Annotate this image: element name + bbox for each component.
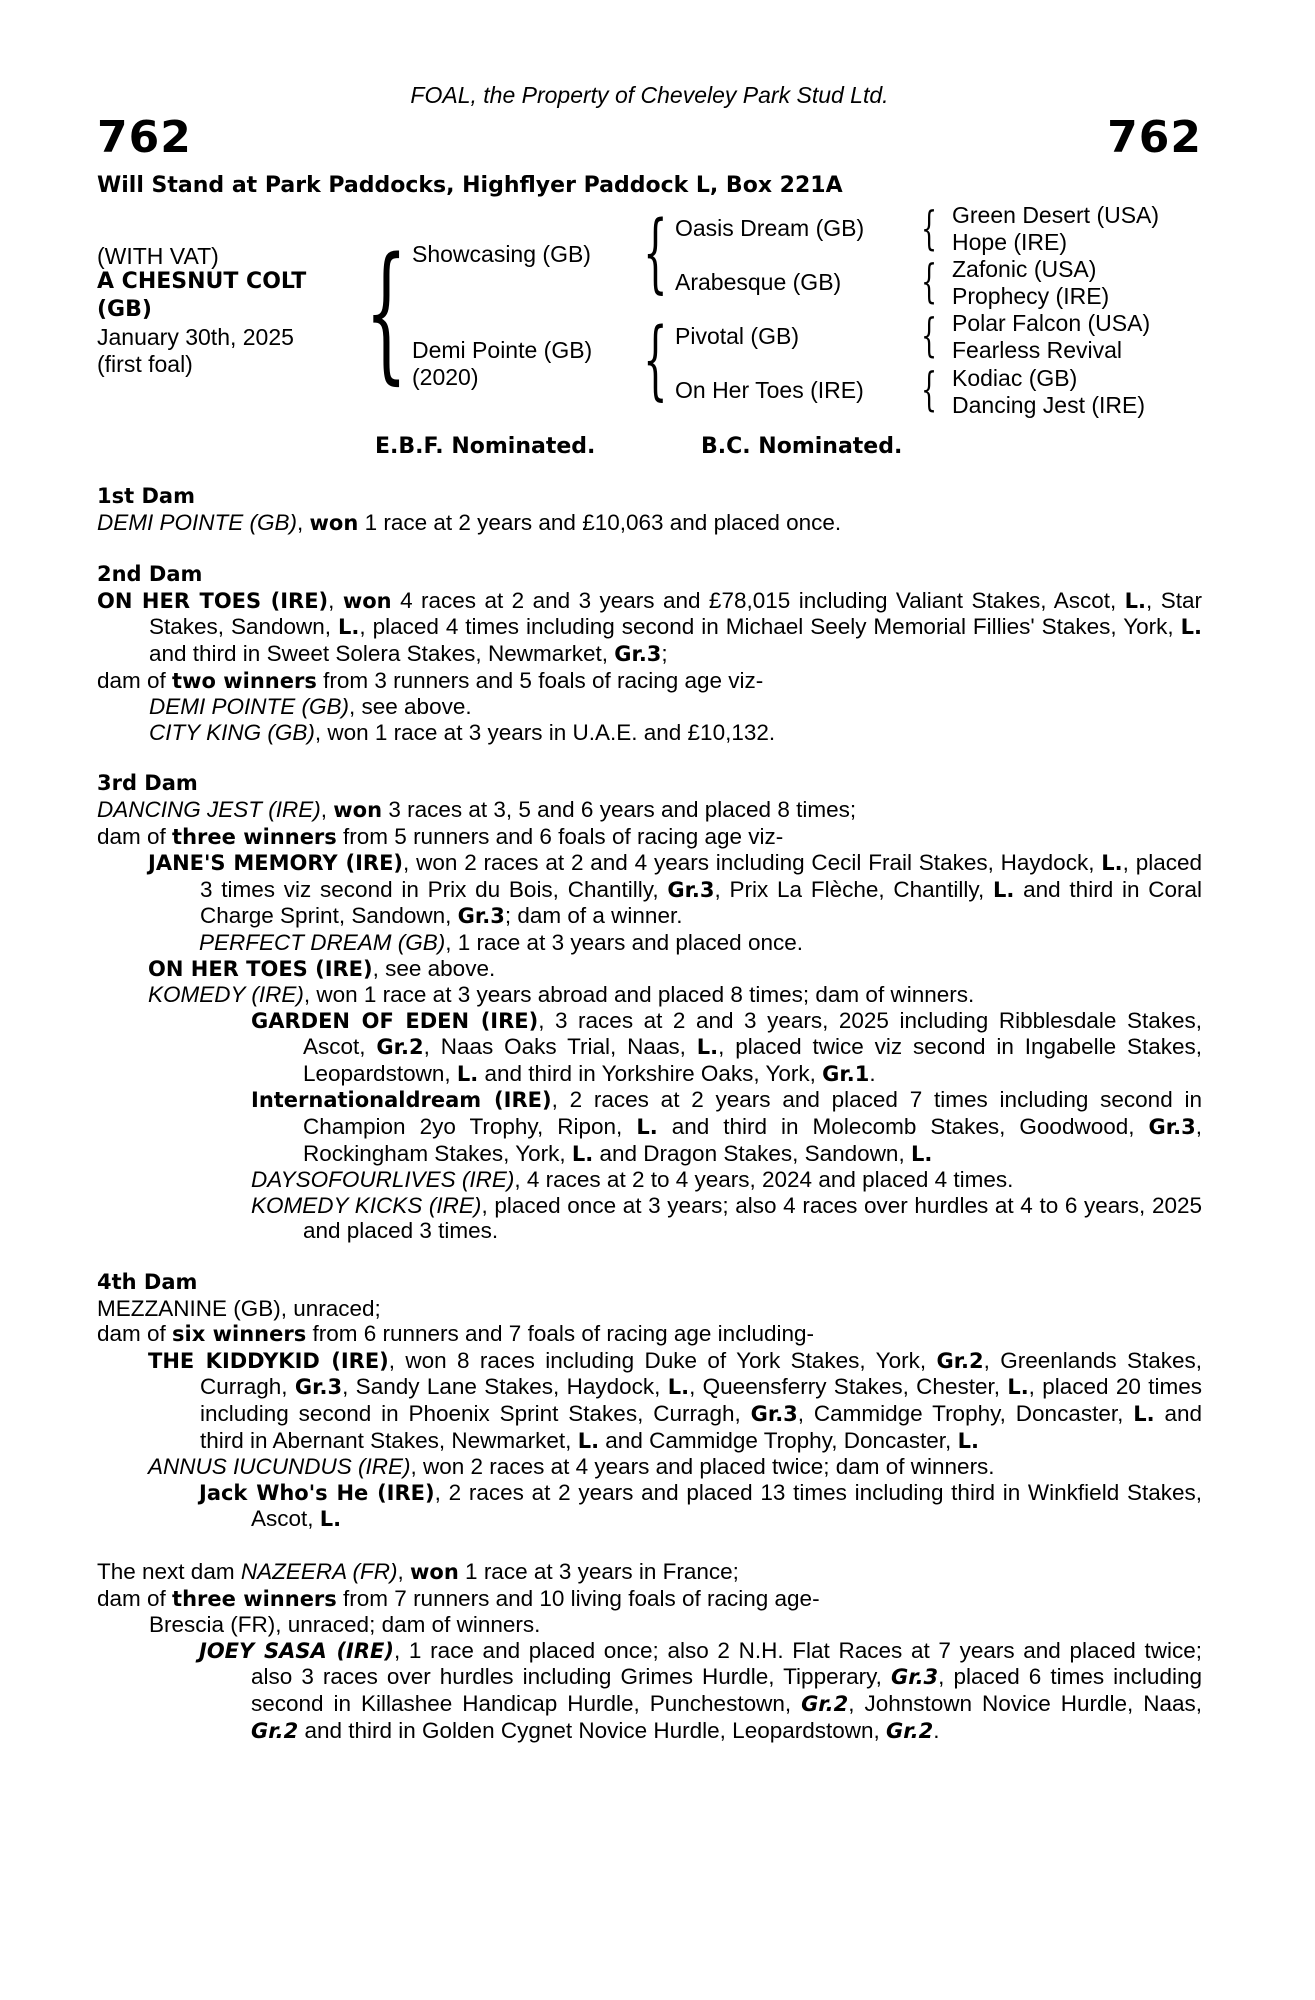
brace-dam-line: { xyxy=(643,310,668,410)
fourth-dam-section xyxy=(97,1270,1202,1533)
grandchild-internationaldream: Internationaldream (IRE), 2 races at 2 years and placed 7 times including second in Champion 2yo Trophy, Ripon, L. and third in Molecomb Stakes, Goodwood, Gr.3, Rockingham Stakes, York, L. and Dragon Stakes, Sandown, L. xyxy=(251,1087,1202,1166)
child-annus-iucundus: ANNUS IUCUNDUS (IRE), won 2 races at 4 years and placed twice; dam of winners. xyxy=(148,1454,995,1480)
grandchild-daysofourlives: DAYSOFOURLIVES (IRE), 4 races at 2 to 4 years, 2024 and placed 4 times. xyxy=(251,1167,1014,1193)
vat-note: (WITH VAT) xyxy=(97,243,219,269)
pedigree-g3-4: Prophecy (IRE) xyxy=(952,283,1110,309)
brace-g2: { xyxy=(921,254,938,308)
third-dam-child-janes-memory: JANE'S MEMORY (IRE), won 2 races at 2 and 4 years including Cecil Frail Stakes, Haydock, L., placed 3 times viz second in Prix du Bois, Chantilly, Gr.3, Prix La Flèche, Chantilly, L. and third in Coral Charge Sprint, Sandown, Gr.3; dam of a winner. xyxy=(148,850,1202,929)
fourth-dam-record: MEZZANINE (GB), unraced; xyxy=(97,1295,381,1321)
subject-name-line2: (GB) xyxy=(97,297,152,322)
lot-number-right: 762 xyxy=(1107,112,1202,163)
child-the-kiddykid: THE KIDDYKID (IRE), won 8 races including Duke of York Stakes, York, Gr.2, Greenlands Stakes, Curragh, Gr.3, Sandy Lane Stakes, Haydock, L., Queensferry Stakes, Chester, L., placed 20 times including second in Phoenix Sprint Stakes, Curragh, Gr.3, Cammidge Trophy, Doncaster, L. and third in Abernant Stakes, Newmarket, L. and Cammidge Trophy, Doncaster, L. xyxy=(148,1347,1203,1453)
grandchild-jack-whos-he: Jack Who's He (IRE), 2 races at 2 years and placed 13 times including third in Winkfield Stakes, Ascot, L. xyxy=(199,1479,1202,1532)
pedigree-g3-1: Green Desert (USA) xyxy=(952,202,1160,228)
third-dam-child-on-her-toes: ON HER TOES (IRE), see above. xyxy=(148,955,496,981)
first-dam-heading: 1st Dam xyxy=(97,484,195,508)
second-dam-heading: 2nd Dam xyxy=(97,562,203,587)
first-dam-line: DEMI POINTE (GB), won 1 race at 2 years and £10,063 and placed once. xyxy=(97,509,842,535)
subject-name-line1: A CHESNUT COLT xyxy=(97,269,307,294)
pedigree-dam-year: (2020) xyxy=(412,364,479,390)
brace-generation-1: { xyxy=(365,226,408,398)
next-dam-child-brescia: Brescia (FR), unraced; dam of winners. xyxy=(149,1612,541,1638)
brace-sire-line: { xyxy=(643,203,668,303)
grandchild-joey-sasa: JOEY SASA (IRE), 1 race and placed once; also 2 N.H. Flat Races at 7 years and placed twice; also 3 races over hurdles including Grimes Hurdle, Tipperary, Gr.3, placed 6 times including second in Killashee Handicap Hurdle, Punchestown, Gr.2, Johnstown Novice Hurdle, Naas, Gr.2 and third in Golden Cygnet Novice Hurdle, Leopardstown, Gr.2. xyxy=(199,1637,1202,1743)
pedigree-g3-8: Dancing Jest (IRE) xyxy=(952,392,1146,418)
first-dam-section xyxy=(97,484,1202,536)
pedigree-g3-3: Zafonic (USA) xyxy=(952,256,1097,282)
pedigree-dam-dam: On Her Toes (IRE) xyxy=(675,377,864,403)
brace-g3: { xyxy=(921,308,938,362)
pedigree-dam-sire: Pivotal (GB) xyxy=(675,323,799,349)
pedigree-dam: Demi Pointe (GB) xyxy=(412,337,593,363)
pedigree-g3-6: Fearless Revival xyxy=(952,337,1122,363)
second-dam-record: ON HER TOES (IRE), won 4 races at 2 and 3 years and £78,015 including Valiant Stakes, Ascot, L., Star Stakes, Sandown, L., placed 4 times including second in Michael Seely Memorial Fillies' Stakes, York, L. and third in Sweet Solera Stakes, Newmarket, Gr.3; xyxy=(97,587,1202,666)
third-dam-produce: dam of three winners from 5 runners and 6 foals of racing age viz- xyxy=(97,823,784,849)
catalogue-page xyxy=(97,0,1202,2000)
ebf-nomination: E.B.F. Nominated. xyxy=(375,434,596,459)
next-dam-produce: dam of three winners from 7 runners and 10 living foals of racing age- xyxy=(97,1585,820,1611)
next-dam-record: The next dam NAZEERA (FR), won 1 race at 3 years in France; xyxy=(97,1558,739,1584)
fourth-dam-produce: dam of six winners from 6 runners and 7 foals of racing age including- xyxy=(97,1321,814,1347)
next-dam-section xyxy=(97,1559,1202,1744)
second-dam-child-1: DEMI POINTE (GB), see above. xyxy=(149,694,472,720)
pedigree-g3-2: Hope (IRE) xyxy=(952,229,1068,255)
second-dam-section xyxy=(97,562,1202,745)
second-dam-child-2: CITY KING (GB), won 1 race at 3 years in U.A.E. and £10,132. xyxy=(149,719,776,745)
pedigree-sire: Showcasing (GB) xyxy=(412,241,591,267)
subject-dob: January 30th, 2025 xyxy=(97,324,294,350)
grandchild-komedy-kicks: KOMEDY KICKS (IRE), placed once at 3 years; also 4 races over hurdles at 4 to 6 years, 2025 and placed 3 times. xyxy=(251,1192,1202,1244)
third-dam-heading: 3rd Dam xyxy=(97,771,198,796)
lot-number-left: 762 xyxy=(97,112,192,163)
pedigree-sire-sire: Oasis Dream (GB) xyxy=(675,215,865,241)
produce-record xyxy=(97,484,1202,1770)
third-dam-record: DANCING JEST (IRE), won 3 races at 3, 5 and 6 years and placed 8 times; xyxy=(97,796,857,822)
brace-g1: { xyxy=(921,201,938,255)
bc-nomination: B.C. Nominated. xyxy=(701,434,903,459)
grandchild-garden-of-eden: GARDEN OF EDEN (IRE), 3 races at 2 and 3 years, 2025 including Ribblesdale Stakes, Ascot, Gr.2, Naas Oaks Trial, Naas, L., placed twice viz second in Ingabelle Stakes, Leopardstown, L. and third in Yorkshire Oaks, York, Gr.1. xyxy=(251,1007,1202,1086)
third-dam-grandchild-perfect-dream: PERFECT DREAM (GB), 1 race at 3 years and placed once. xyxy=(199,929,803,955)
pedigree-g3-7: Kodiac (GB) xyxy=(952,365,1078,391)
stand-location: Will Stand at Park Paddocks, Highflyer Paddock L, Box 221A xyxy=(97,173,843,198)
brace-g4: { xyxy=(921,362,938,416)
pedigree-g3-5: Polar Falcon (USA) xyxy=(952,310,1151,336)
third-dam-child-komedy: KOMEDY (IRE), won 1 race at 3 years abroad and placed 8 times; dam of winners. xyxy=(148,982,975,1008)
pedigree-sire-dam: Arabesque (GB) xyxy=(675,269,842,295)
second-dam-produce: dam of two winners from 3 runners and 5 foals of racing age viz- xyxy=(97,667,764,693)
subject-note: (first foal) xyxy=(97,351,193,377)
fourth-dam-heading: 4th Dam xyxy=(97,1270,198,1295)
third-dam-section xyxy=(97,771,1202,1244)
owner-line: FOAL, the Property of Cheveley Park Stud Ltd. xyxy=(410,82,889,108)
